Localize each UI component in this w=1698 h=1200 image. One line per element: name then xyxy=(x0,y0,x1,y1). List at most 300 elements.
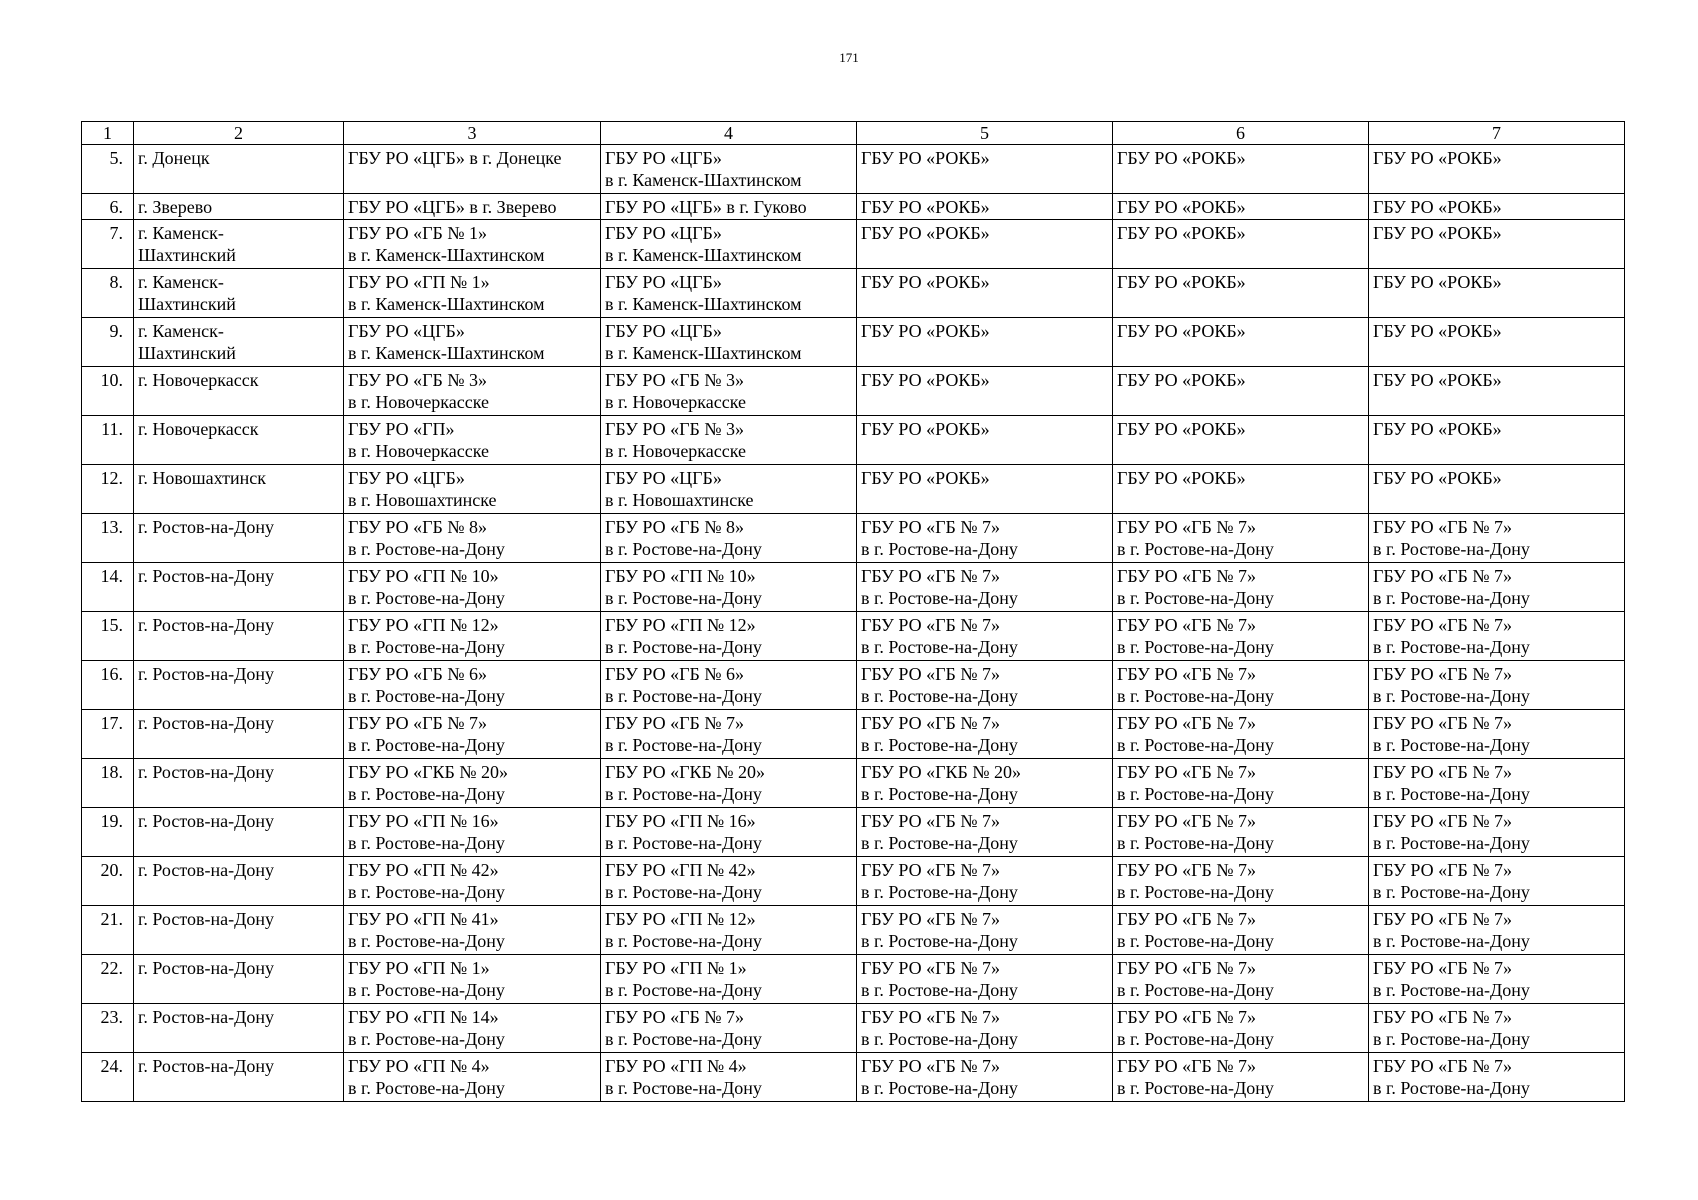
institution-name: ГБУ РО «ЦГБ» в г. Донецке xyxy=(348,148,562,168)
institution-location: в г. Ростове-на-Дону xyxy=(1117,980,1274,1000)
institution-cell-col6 xyxy=(1113,367,1369,416)
institution-cell-col6 xyxy=(1113,145,1369,194)
institution-name: ГБУ РО «РОКБ» xyxy=(1117,419,1246,439)
institution-location: в г. Ростове-на-Дону xyxy=(348,1029,505,1049)
row-number-cell: 18. xyxy=(82,759,134,808)
city-cell: г. Ростов-на-Дону xyxy=(134,857,344,906)
city-cell: г. Новочеркасск xyxy=(134,367,344,416)
institution-name: ГБУ РО «ЦГБ» xyxy=(348,321,465,341)
table-row xyxy=(82,514,1625,563)
institution-location: в г. Ростове-на-Дону xyxy=(1373,784,1530,804)
city-cell: г. Зверево xyxy=(134,194,344,220)
institution-location: в г. Ростове-на-Дону xyxy=(1117,784,1274,804)
institution-name: ГБУ РО «ГП № 16» xyxy=(605,811,756,831)
institution-location: в г. Ростове-на-Дону xyxy=(348,686,505,706)
institution-name: ГБУ РО «ЦГБ» в г. Гуково xyxy=(605,197,807,217)
institution-cell-col5 xyxy=(857,465,1113,514)
row-number-cell: 19. xyxy=(82,808,134,857)
table-row xyxy=(82,563,1625,612)
institution-cell-col3 xyxy=(344,465,601,514)
institution-location: в г. Каменск-Шахтинском xyxy=(605,294,802,314)
table-row xyxy=(82,955,1625,1004)
institution-cell-col6 xyxy=(1113,808,1369,857)
row-number-cell: 5. xyxy=(82,145,134,194)
institution-name: ГБУ РО «ГБ № 7» xyxy=(605,1007,744,1027)
institution-cell-col4 xyxy=(601,808,857,857)
institution-name: ГБУ РО «ГБ № 7» xyxy=(861,1007,1000,1027)
institution-cell-col5 xyxy=(857,220,1113,269)
institution-location: в г. Новочеркасске xyxy=(605,392,747,412)
institution-cell-col4 xyxy=(601,194,857,220)
institution-cell-col7 xyxy=(1369,1004,1625,1053)
institution-name: ГБУ РО «ГБ № 3» xyxy=(605,419,744,439)
institution-location: в г. Ростове-на-Дону xyxy=(1117,539,1274,559)
institution-name: ГБУ РО «ГБ № 7» xyxy=(1117,517,1256,537)
table-row xyxy=(82,269,1625,318)
table-row xyxy=(82,220,1625,269)
institution-location: в г. Ростове-на-Дону xyxy=(1373,931,1530,951)
institution-location: в г. Каменск-Шахтинском xyxy=(348,294,545,314)
institution-name: ГБУ РО «РОКБ» xyxy=(1373,223,1502,243)
row-number-cell: 9. xyxy=(82,318,134,367)
city-cell: г. Каменск- Шахтинский xyxy=(134,269,344,318)
institution-location: в г. Ростове-на-Дону xyxy=(348,1078,505,1098)
table-row xyxy=(82,759,1625,808)
institution-cell-col6 xyxy=(1113,759,1369,808)
institution-cell-col6 xyxy=(1113,194,1369,220)
column-header: 4 xyxy=(601,122,857,145)
institution-location: в г. Ростове-на-Дону xyxy=(348,784,505,804)
institution-name: ГБУ РО «РОКБ» xyxy=(1373,148,1502,168)
table-row xyxy=(82,808,1625,857)
institution-cell-col3 xyxy=(344,759,601,808)
institution-cell-col4 xyxy=(601,759,857,808)
table-row xyxy=(82,710,1625,759)
institution-location: в г. Ростове-на-Дону xyxy=(861,637,1018,657)
institution-name: ГБУ РО «РОКБ» xyxy=(861,148,990,168)
column-header: 6 xyxy=(1113,122,1369,145)
institution-name: ГБУ РО «РОКБ» xyxy=(1117,148,1246,168)
institution-name: ГБУ РО «ГБ № 7» xyxy=(861,860,1000,880)
institution-name: ГБУ РО «ГБ № 7» xyxy=(861,1056,1000,1076)
institution-name: ГБУ РО «ГП № 14» xyxy=(348,1007,499,1027)
institution-location: в г. Новочеркасске xyxy=(348,392,490,412)
institution-cell-col4 xyxy=(601,906,857,955)
institution-cell-col4 xyxy=(601,955,857,1004)
institution-location: в г. Ростове-на-Дону xyxy=(1117,588,1274,608)
institution-name: ГБУ РО «ГКБ № 20» xyxy=(861,762,1022,782)
institution-name: ГБУ РО «ГП № 42» xyxy=(605,860,756,880)
city-cell: г. Ростов-на-Дону xyxy=(134,759,344,808)
institution-cell-col3 xyxy=(344,808,601,857)
institution-cell-col6 xyxy=(1113,514,1369,563)
institution-cell-col4 xyxy=(601,563,857,612)
institution-name: ГБУ РО «ГП № 16» xyxy=(348,811,499,831)
city-cell: г. Ростов-на-Дону xyxy=(134,808,344,857)
institution-location: в г. Ростове-на-Дону xyxy=(1373,637,1530,657)
institution-location: в г. Ростове-на-Дону xyxy=(861,784,1018,804)
institution-cell-col7 xyxy=(1369,808,1625,857)
city-cell: г. Новошахтинск xyxy=(134,465,344,514)
institution-cell-col3 xyxy=(344,269,601,318)
city-cell: г. Каменск- Шахтинский xyxy=(134,318,344,367)
institution-location: в г. Новошахтинске xyxy=(348,490,497,510)
institution-name: ГБУ РО «ЦГБ» в г. Зверево xyxy=(348,197,557,217)
institution-location: в г. Ростове-на-Дону xyxy=(861,1078,1018,1098)
institution-location: в г. Ростове-на-Дону xyxy=(605,735,762,755)
institution-location: в г. Ростове-на-Дону xyxy=(1117,686,1274,706)
institution-name: ГБУ РО «РОКБ» xyxy=(861,370,990,390)
institution-name: ГБУ РО «ГП № 10» xyxy=(605,566,756,586)
row-number-cell: 16. xyxy=(82,661,134,710)
institution-cell-col6 xyxy=(1113,955,1369,1004)
institution-name: ГБУ РО «РОКБ» xyxy=(861,419,990,439)
institution-name: ГБУ РО «ГБ № 7» xyxy=(861,566,1000,586)
row-number-cell: 20. xyxy=(82,857,134,906)
institution-location: в г. Ростове-на-Дону xyxy=(861,588,1018,608)
institution-location: в г. Ростове-на-Дону xyxy=(605,980,762,1000)
institution-location: в г. Ростове-на-Дону xyxy=(605,686,762,706)
institution-name: ГБУ РО «ГБ № 7» xyxy=(861,615,1000,635)
institution-name: ГБУ РО «РОКБ» xyxy=(1117,370,1246,390)
institution-name: ГБУ РО «ГБ № 7» xyxy=(1373,811,1512,831)
institution-cell-col6 xyxy=(1113,906,1369,955)
institution-location: в г. Ростове-на-Дону xyxy=(1373,1078,1530,1098)
institution-cell-col3 xyxy=(344,955,601,1004)
institution-location: в г. Ростове-на-Дону xyxy=(861,931,1018,951)
institution-location: в г. Ростове-на-Дону xyxy=(605,1078,762,1098)
institution-name: ГБУ РО «ГБ № 7» xyxy=(1117,860,1256,880)
table-row xyxy=(82,416,1625,465)
city-cell: г. Ростов-на-Дону xyxy=(134,906,344,955)
row-number-cell: 7. xyxy=(82,220,134,269)
institution-location: в г. Каменск-Шахтинском xyxy=(605,343,802,363)
institution-cell-col4 xyxy=(601,416,857,465)
institution-location: в г. Ростове-на-Дону xyxy=(1373,539,1530,559)
institution-name: ГБУ РО «ГБ № 7» xyxy=(1373,762,1512,782)
page-number: 171 xyxy=(839,50,859,65)
institution-name: ГБУ РО «РОКБ» xyxy=(1117,468,1246,488)
institution-location: в г. Ростове-на-Дону xyxy=(1373,735,1530,755)
institution-name: ГБУ РО «РОКБ» xyxy=(861,197,990,217)
institution-cell-col7 xyxy=(1369,661,1625,710)
row-number-cell: 8. xyxy=(82,269,134,318)
institution-location: в г. Ростове-на-Дону xyxy=(605,637,762,657)
institution-name: ГБУ РО «РОКБ» xyxy=(1117,321,1246,341)
institution-location: в г. Ростове-на-Дону xyxy=(348,882,505,902)
row-number-cell: 17. xyxy=(82,710,134,759)
institution-cell-col6 xyxy=(1113,416,1369,465)
row-number-cell: 21. xyxy=(82,906,134,955)
institution-cell-col7 xyxy=(1369,710,1625,759)
institution-cell-col4 xyxy=(601,612,857,661)
institution-location: в г. Ростове-на-Дону xyxy=(1373,980,1530,1000)
institution-location: в г. Ростове-на-Дону xyxy=(1117,833,1274,853)
institution-cell-col5 xyxy=(857,955,1113,1004)
institution-location: в г. Ростове-на-Дону xyxy=(1373,1029,1530,1049)
institution-name: ГБУ РО «ГБ № 7» xyxy=(1373,517,1512,537)
institution-name: ГБУ РО «ГП» xyxy=(348,419,455,439)
institution-location: в г. Ростове-на-Дону xyxy=(348,735,505,755)
institution-name: ГБУ РО «ГБ № 3» xyxy=(348,370,487,390)
table-row xyxy=(82,465,1625,514)
institution-cell-col6 xyxy=(1113,563,1369,612)
institution-name: ГБУ РО «ГБ № 7» xyxy=(861,517,1000,537)
city-cell: г. Ростов-на-Дону xyxy=(134,612,344,661)
institution-name: ГБУ РО «РОКБ» xyxy=(1117,197,1246,217)
institution-name: ГБУ РО «ГБ № 7» xyxy=(1117,1007,1256,1027)
city-cell: г. Ростов-на-Дону xyxy=(134,661,344,710)
institution-name: ГБУ РО «ГБ № 1» xyxy=(348,223,487,243)
institution-cell-col5 xyxy=(857,514,1113,563)
column-header: 2 xyxy=(134,122,344,145)
institution-name: ГБУ РО «ГП № 12» xyxy=(605,615,756,635)
institution-cell-col7 xyxy=(1369,194,1625,220)
institution-name: ГБУ РО «ГП № 4» xyxy=(605,1056,747,1076)
institution-name: ГБУ РО «ГБ № 7» xyxy=(1117,958,1256,978)
institution-name: ГБУ РО «ГБ № 7» xyxy=(1117,811,1256,831)
institution-name: ГБУ РО «ГП № 4» xyxy=(348,1056,490,1076)
institution-name: ГБУ РО «ЦГБ» xyxy=(605,468,722,488)
column-header: 5 xyxy=(857,122,1113,145)
institution-cell-col6 xyxy=(1113,465,1369,514)
institution-name: ГБУ РО «ГБ № 7» xyxy=(861,664,1000,684)
institution-cell-col3 xyxy=(344,612,601,661)
institution-cell-col4 xyxy=(601,1004,857,1053)
institution-cell-col5 xyxy=(857,416,1113,465)
institution-location: в г. Ростове-на-Дону xyxy=(1117,637,1274,657)
table-row xyxy=(82,145,1625,194)
institution-cell-col7 xyxy=(1369,269,1625,318)
row-number-cell: 10. xyxy=(82,367,134,416)
institution-location: в г. Ростове-на-Дону xyxy=(861,686,1018,706)
institution-location: в г. Новочеркасске xyxy=(348,441,490,461)
institution-cell-col4 xyxy=(601,1053,857,1102)
institution-name: ГБУ РО «ГБ № 7» xyxy=(1373,566,1512,586)
institution-cell-col3 xyxy=(344,857,601,906)
institution-location: в г. Ростове-на-Дону xyxy=(605,1029,762,1049)
institution-location: в г. Ростове-на-Дону xyxy=(1117,1078,1274,1098)
institution-name: ГБУ РО «ГБ № 7» xyxy=(605,713,744,733)
institution-cell-col7 xyxy=(1369,145,1625,194)
row-number-cell: 13. xyxy=(82,514,134,563)
institution-location: в г. Ростове-на-Дону xyxy=(605,882,762,902)
institution-name: ГБУ РО «ГБ № 7» xyxy=(1117,1056,1256,1076)
institution-location: в г. Ростове-на-Дону xyxy=(1373,833,1530,853)
institution-name: ГБУ РО «ГП № 12» xyxy=(605,909,756,929)
column-header: 3 xyxy=(344,122,601,145)
table-row xyxy=(82,661,1625,710)
institution-cell-col5 xyxy=(857,1053,1113,1102)
institution-cell-col3 xyxy=(344,1053,601,1102)
institution-cell-col5 xyxy=(857,194,1113,220)
institution-cell-col4 xyxy=(601,145,857,194)
routing-table xyxy=(81,121,1625,1102)
row-number-cell: 23. xyxy=(82,1004,134,1053)
institution-name: ГБУ РО «РОКБ» xyxy=(861,223,990,243)
institution-cell-col7 xyxy=(1369,416,1625,465)
institution-location: в г. Каменск-Шахтинском xyxy=(605,245,802,265)
institution-cell-col7 xyxy=(1369,759,1625,808)
institution-cell-col6 xyxy=(1113,857,1369,906)
institution-location: в г. Ростове-на-Дону xyxy=(1373,686,1530,706)
city-cell: г. Ростов-на-Дону xyxy=(134,563,344,612)
institution-location: в г. Ростове-на-Дону xyxy=(861,735,1018,755)
institution-name: ГБУ РО «ГБ № 3» xyxy=(605,370,744,390)
institution-name: ГБУ РО «ГБ № 6» xyxy=(605,664,744,684)
institution-name: ГБУ РО «РОКБ» xyxy=(861,468,990,488)
institution-name: ГБУ РО «ГП № 10» xyxy=(348,566,499,586)
institution-cell-col5 xyxy=(857,269,1113,318)
institution-location: в г. Ростове-на-Дону xyxy=(348,931,505,951)
table-row xyxy=(82,906,1625,955)
column-header: 7 xyxy=(1369,122,1625,145)
institution-name: ГБУ РО «ГБ № 7» xyxy=(1373,860,1512,880)
institution-cell-col5 xyxy=(857,1004,1113,1053)
institution-location: в г. Ростове-на-Дону xyxy=(861,1029,1018,1049)
institution-name: ГБУ РО «ГБ № 7» xyxy=(1373,909,1512,929)
institution-location: в г. Ростове-на-Дону xyxy=(1373,588,1530,608)
city-cell: г. Ростов-на-Дону xyxy=(134,1053,344,1102)
institution-cell-col3 xyxy=(344,906,601,955)
institution-name: ГБУ РО «РОКБ» xyxy=(1373,197,1502,217)
institution-cell-col4 xyxy=(601,514,857,563)
institution-cell-col7 xyxy=(1369,220,1625,269)
institution-location: в г. Ростове-на-Дону xyxy=(348,588,505,608)
row-number-cell: 24. xyxy=(82,1053,134,1102)
institution-name: ГБУ РО «РОКБ» xyxy=(1373,272,1502,292)
city-cell: г. Донецк xyxy=(134,145,344,194)
institution-name: ГБУ РО «ГБ № 7» xyxy=(1373,615,1512,635)
city-cell: г. Новочеркасск xyxy=(134,416,344,465)
institution-name: ГБУ РО «ГБ № 7» xyxy=(1117,664,1256,684)
table-row xyxy=(82,1053,1625,1102)
institution-cell-col3 xyxy=(344,1004,601,1053)
row-number-cell: 6. xyxy=(82,194,134,220)
institution-cell-col5 xyxy=(857,145,1113,194)
institution-cell-col7 xyxy=(1369,906,1625,955)
city-cell: г. Ростов-на-Дону xyxy=(134,1004,344,1053)
institution-cell-col7 xyxy=(1369,563,1625,612)
institution-name: ГБУ РО «РОКБ» xyxy=(1373,321,1502,341)
institution-name: ГБУ РО «ГП № 12» xyxy=(348,615,499,635)
institution-name: ГБУ РО «РОКБ» xyxy=(1373,370,1502,390)
institution-cell-col3 xyxy=(344,145,601,194)
institution-cell-col3 xyxy=(344,220,601,269)
institution-name: ГБУ РО «ГБ № 7» xyxy=(1373,1007,1512,1027)
table-row xyxy=(82,194,1625,220)
institution-cell-col4 xyxy=(601,465,857,514)
institution-location: в г. Ростове-на-Дону xyxy=(861,833,1018,853)
institution-cell-col5 xyxy=(857,808,1113,857)
row-number-cell: 22. xyxy=(82,955,134,1004)
institution-location: в г. Ростове-на-Дону xyxy=(605,784,762,804)
institution-name: ГБУ РО «ГП № 42» xyxy=(348,860,499,880)
institution-name: ГБУ РО «ЦГБ» xyxy=(605,321,722,341)
institution-name: ГБУ РО «ЦГБ» xyxy=(348,468,465,488)
row-number-cell: 15. xyxy=(82,612,134,661)
institution-cell-col6 xyxy=(1113,612,1369,661)
institution-name: ГБУ РО «ГБ № 7» xyxy=(348,713,487,733)
institution-name: ГБУ РО «ГБ № 6» xyxy=(348,664,487,684)
institution-name: ГБУ РО «ГБ № 7» xyxy=(1373,713,1512,733)
institution-location: в г. Ростове-на-Дону xyxy=(861,980,1018,1000)
institution-cell-col7 xyxy=(1369,367,1625,416)
institution-name: ГБУ РО «ГБ № 7» xyxy=(861,713,1000,733)
institution-cell-col4 xyxy=(601,661,857,710)
institution-name: ГБУ РО «ЦГБ» xyxy=(605,223,722,243)
institution-location: в г. Ростове-на-Дону xyxy=(1117,931,1274,951)
table-row xyxy=(82,1004,1625,1053)
institution-location: в г. Ростове-на-Дону xyxy=(1117,735,1274,755)
institution-cell-col3 xyxy=(344,416,601,465)
city-cell: г. Ростов-на-Дону xyxy=(134,710,344,759)
row-number-cell: 14. xyxy=(82,563,134,612)
institution-name: ГБУ РО «ГБ № 7» xyxy=(1117,713,1256,733)
institution-location: в г. Ростове-на-Дону xyxy=(1117,882,1274,902)
institution-cell-col7 xyxy=(1369,955,1625,1004)
table-row xyxy=(82,367,1625,416)
institution-cell-col3 xyxy=(344,661,601,710)
institution-location: в г. Каменск-Шахтинском xyxy=(348,343,545,363)
institution-name: ГБУ РО «ГБ № 7» xyxy=(861,958,1000,978)
institution-cell-col5 xyxy=(857,318,1113,367)
institution-cell-col4 xyxy=(601,269,857,318)
institution-location: в г. Ростове-на-Дону xyxy=(1373,882,1530,902)
city-cell: г. Каменск- Шахтинский xyxy=(134,220,344,269)
institution-location: в г. Ростове-на-Дону xyxy=(605,931,762,951)
row-number-cell: 12. xyxy=(82,465,134,514)
institution-cell-col5 xyxy=(857,612,1113,661)
institution-location: в г. Ростове-на-Дону xyxy=(348,980,505,1000)
institution-name: ГБУ РО «ГКБ № 20» xyxy=(605,762,766,782)
table-row xyxy=(82,318,1625,367)
institution-cell-col6 xyxy=(1113,318,1369,367)
institution-name: ГБУ РО «ГБ № 8» xyxy=(348,517,487,537)
table-row xyxy=(82,612,1625,661)
institution-cell-col3 xyxy=(344,514,601,563)
city-cell: г. Ростов-на-Дону xyxy=(134,955,344,1004)
institution-location: в г. Ростове-на-Дону xyxy=(348,637,505,657)
institution-location: в г. Новошахтинске xyxy=(605,490,754,510)
institution-name: ГБУ РО «ГБ № 7» xyxy=(861,811,1000,831)
institution-cell-col3 xyxy=(344,367,601,416)
institution-location: в г. Ростове-на-Дону xyxy=(861,539,1018,559)
institution-name: ГБУ РО «ГП № 1» xyxy=(605,958,747,978)
institution-cell-col4 xyxy=(601,857,857,906)
institution-name: ГБУ РО «ГП № 1» xyxy=(348,272,490,292)
institution-name: ГБУ РО «ГКБ № 20» xyxy=(348,762,509,782)
institution-cell-col4 xyxy=(601,367,857,416)
institution-name: ГБУ РО «ГБ № 7» xyxy=(861,909,1000,929)
institution-location: в г. Новочеркасске xyxy=(605,441,747,461)
institution-cell-col3 xyxy=(344,563,601,612)
institution-cell-col5 xyxy=(857,710,1113,759)
institution-location: в г. Ростове-на-Дону xyxy=(348,833,505,853)
institution-cell-col7 xyxy=(1369,318,1625,367)
institution-cell-col3 xyxy=(344,710,601,759)
column-header-row xyxy=(82,122,1625,145)
institution-name: ГБУ РО «ГБ № 7» xyxy=(1373,958,1512,978)
institution-cell-col4 xyxy=(601,710,857,759)
city-cell: г. Ростов-на-Дону xyxy=(134,514,344,563)
institution-cell-col6 xyxy=(1113,661,1369,710)
institution-name: ГБУ РО «ГП № 41» xyxy=(348,909,499,929)
institution-cell-col7 xyxy=(1369,1053,1625,1102)
institution-cell-col4 xyxy=(601,220,857,269)
institution-cell-col5 xyxy=(857,759,1113,808)
institution-cell-col7 xyxy=(1369,465,1625,514)
